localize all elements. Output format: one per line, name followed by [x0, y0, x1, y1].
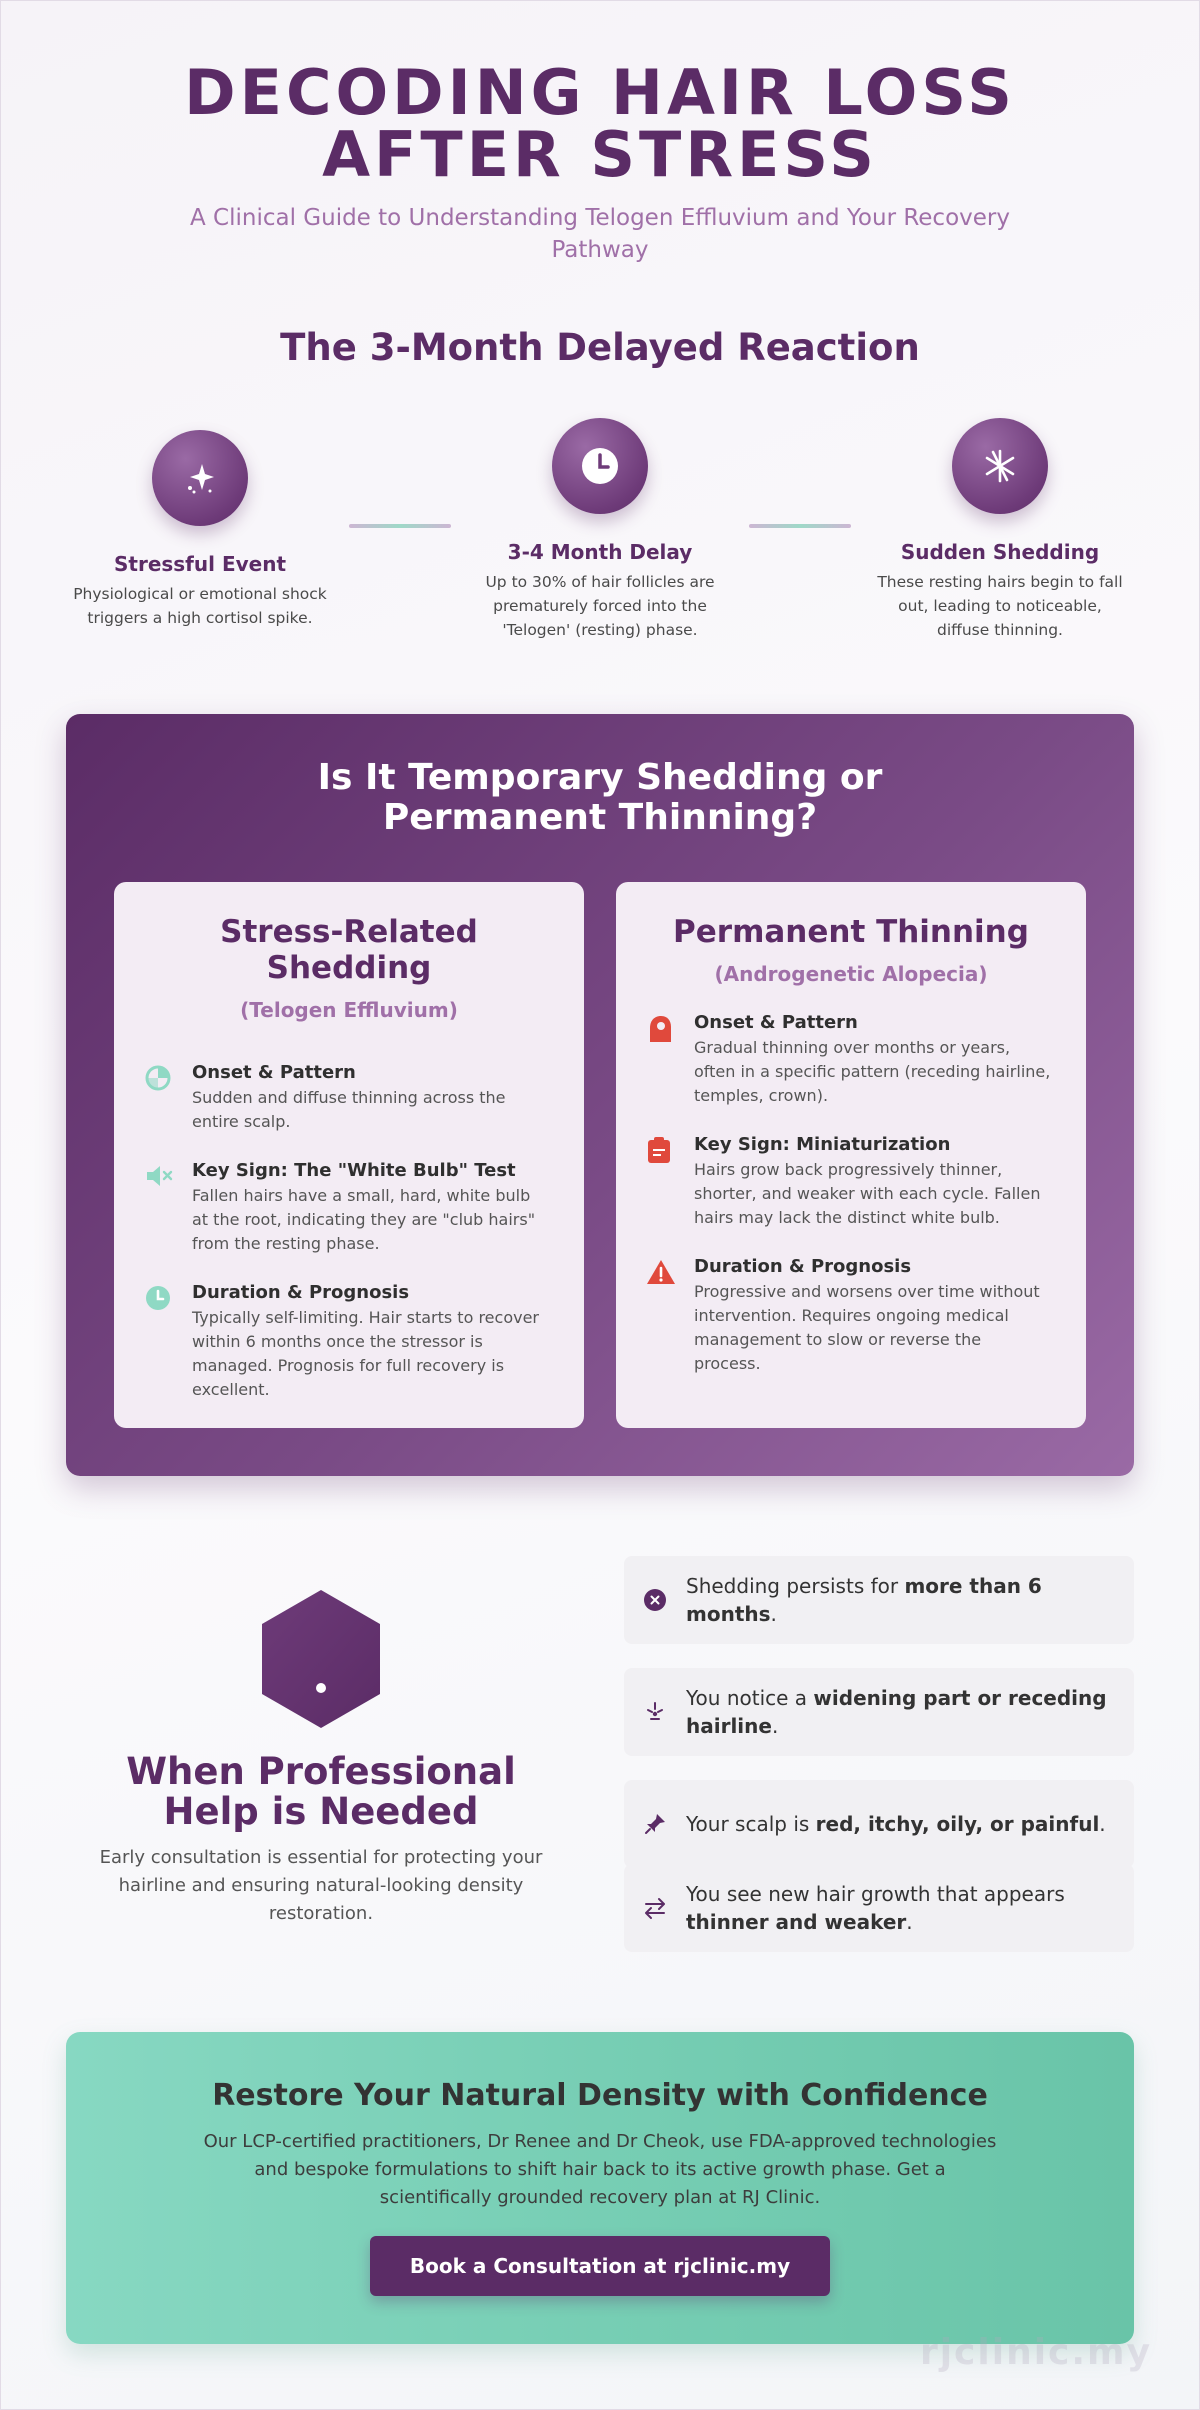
step-title: Sudden Shedding: [900, 540, 1100, 564]
card-item-duration: [144, 1282, 550, 1402]
clock-icon: [144, 1282, 178, 1402]
card-item-duration: [646, 1256, 1052, 1376]
item-desc: Gradual thinning over months or years, often in a specific pattern (receding hairline, temples, crown).: [694, 1038, 1051, 1105]
item-desc: Sudden and diffuse thinning across the entire scalp.: [192, 1088, 506, 1131]
timeline-connector: [749, 524, 851, 528]
item-desc: Hairs grow back progressively thinner, shorter, and weaker with each cycle. Fallen hairs may lack the distinct white bulb.: [694, 1160, 1041, 1227]
sign-text: Your scalp is red, itchy, oily, or painful.: [686, 1812, 1106, 1836]
swap-arrows-icon: [624, 1896, 686, 1920]
help-sign-item: [624, 1864, 1134, 1952]
telogen-effluvium-card: [114, 882, 584, 1428]
card-item-key-sign: [646, 1134, 1052, 1230]
step-desc: Up to 30% of hair follicles are prematurely forced into the 'Telogen' (resting) phase.: [485, 573, 715, 639]
item-title: Duration & Prognosis: [694, 1256, 912, 1277]
step-title: 3-4 Month Delay: [507, 540, 693, 564]
mute-icon: [144, 1160, 178, 1256]
item-title: Onset & Pattern: [192, 1062, 356, 1083]
card-item-onset: [144, 1062, 550, 1134]
card-subtitle: (Androgenetic Alopecia): [714, 962, 988, 986]
close-circle-icon: [624, 1588, 686, 1612]
watermark: rjclinic.my: [919, 2332, 1153, 2373]
sparkle-small-icon: [624, 1700, 686, 1724]
head-icon: [646, 1012, 680, 1108]
sign-text: Shedding persists for more than 6 months.: [686, 1574, 1042, 1626]
help-title: When Professional Help is Needed: [126, 1750, 516, 1833]
item-desc: Fallen hairs have a small, hard, white bulb at the root, indicating they are "club hairs" from the resting phase.: [192, 1186, 536, 1253]
sparkle-icon: [152, 430, 248, 526]
item-desc: Progressive and worsens over time without intervention. Requires ongoing medical management to slow or reverse the process.: [694, 1282, 1040, 1373]
pin-icon: [624, 1812, 686, 1836]
help-sign-item: [624, 1780, 1134, 1868]
timeline-step-stressful-event: [70, 430, 330, 630]
help-sign-item: [624, 1556, 1134, 1644]
item-title: Onset & Pattern: [694, 1012, 858, 1033]
warning-icon: [646, 1256, 680, 1376]
step-desc: Physiological or emotional shock triggers a high cortisol spike.: [73, 585, 327, 627]
clipboard-icon: [646, 1134, 680, 1230]
card-title: Stress-Related Shedding: [220, 914, 478, 986]
step-desc: These resting hairs begin to fall out, leading to noticeable, diffuse thinning.: [877, 573, 1123, 639]
sign-text: You see new hair growth that appears thinner and weaker.: [686, 1882, 1065, 1934]
card-title: Permanent Thinning: [673, 914, 1029, 950]
hexagon-icon: [260, 1588, 382, 1730]
book-consultation-button[interactable]: Book a Consultation at rjclinic.my: [370, 2236, 830, 2296]
cta-panel: [66, 2032, 1134, 2344]
card-subtitle: (Telogen Effluvium): [240, 998, 458, 1022]
timeline-connector: [349, 524, 451, 528]
page-title: DECODING HAIR LOSS AFTER STRESS: [184, 56, 1016, 191]
card-item-onset: [646, 1012, 1052, 1108]
burst-icon: [952, 418, 1048, 514]
item-title: Key Sign: The "White Bulb" Test: [192, 1160, 516, 1181]
timeline-step-shedding: [870, 418, 1130, 642]
card-item-key-sign: [144, 1160, 550, 1256]
sign-text: You notice a widening part or receding hairline.: [686, 1686, 1107, 1738]
item-title: Key Sign: Miniaturization: [694, 1134, 951, 1155]
page-subtitle: A Clinical Guide to Understanding Telogen Effluvium and Your Recovery Pathway: [190, 205, 1010, 263]
pie-chart-icon: [144, 1062, 178, 1134]
cta-title: Restore Your Natural Density with Confidence: [212, 2078, 988, 2113]
help-sign-item: [624, 1668, 1134, 1756]
cta-desc: Our LCP-certified practitioners, Dr Renee and Dr Cheok, use FDA-approved technologies and bespoke formulations to shift hair back to its active growth phase. Get a scientifically grounded recovery plan at RJ Clinic.: [203, 2131, 997, 2208]
help-desc: Early consultation is essential for protecting your hairline and ensuring natural-looking density restoration.: [99, 1847, 543, 1924]
item-desc: Typically self-limiting. Hair starts to recover within 6 months once the stressor is managed. Prognosis for full recovery is excellent.: [192, 1308, 539, 1399]
comparison-panel: [66, 714, 1134, 1476]
step-title: Stressful Event: [113, 552, 287, 576]
comparison-title: Is It Temporary Shedding or Permanent Thinning?: [317, 757, 883, 838]
item-title: Duration & Prognosis: [192, 1282, 410, 1303]
timeline-step-delay: [470, 418, 730, 642]
clock-icon: [552, 418, 648, 514]
androgenetic-alopecia-card: [616, 882, 1086, 1428]
timeline-title: The 3-Month Delayed Reaction: [280, 326, 920, 369]
